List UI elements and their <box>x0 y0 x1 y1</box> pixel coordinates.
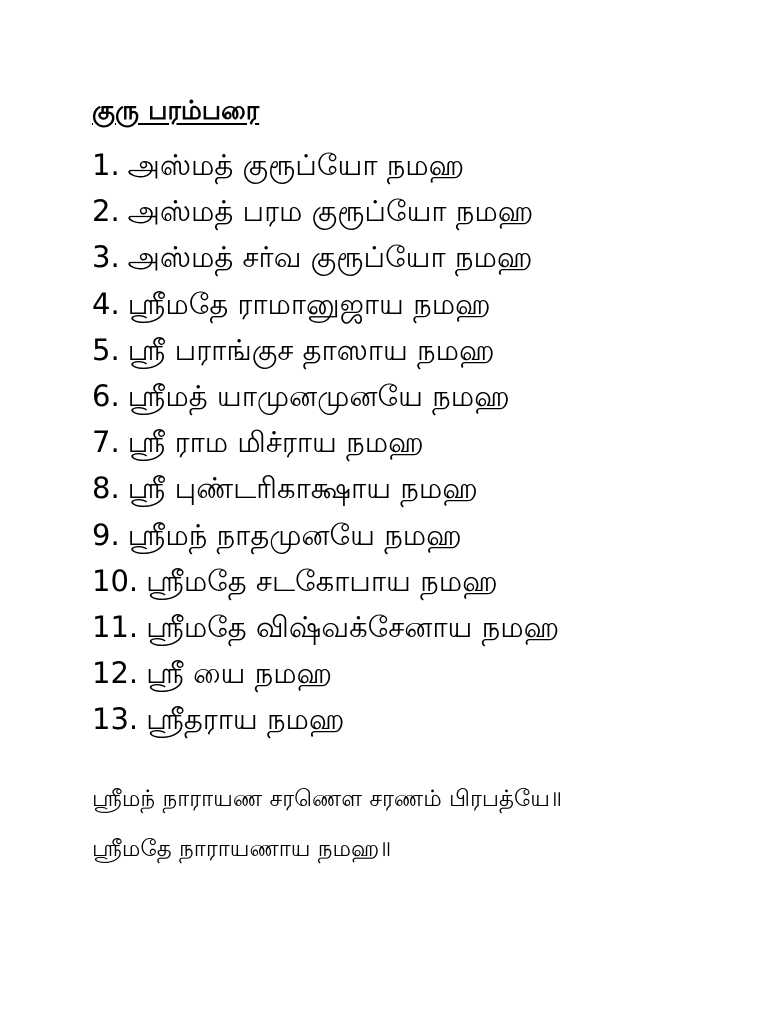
item-text: ஸ்ரீ ராம மிச்ராய நமஹ <box>127 425 424 460</box>
item-number: 2. <box>92 194 120 229</box>
item-number: 4. <box>92 286 120 321</box>
list-item <box>92 142 559 188</box>
item-text: ஸ்ரீமதே சடகோபாய நமஹ <box>146 563 498 598</box>
item-text: அஸ்மத் சர்வ குரூப்யோ நமஹ <box>127 240 533 275</box>
item-text: ஸ்ரீ புண்டரிகாக்ஷாய நமஹ <box>127 471 478 506</box>
item-number: 1. <box>92 148 120 182</box>
item-text: ஸ்ரீமதே விஷ்வக்சேனாய நமஹ <box>146 609 560 644</box>
item-number: 11. <box>92 609 139 644</box>
closing-line-namaha: ஸ்ரீமதே நாராயணாய நமஹ॥ <box>92 836 392 862</box>
item-text: ஸ்ரீதராய நமஹ <box>146 702 345 737</box>
item-text: ஸ்ரீமந் நாதமுனயே நமஹ <box>127 517 462 552</box>
list-item <box>92 512 559 558</box>
item-number: 6. <box>92 378 120 413</box>
guru-list <box>92 142 559 742</box>
item-number: 13. <box>92 702 139 737</box>
item-number: 7. <box>92 425 120 460</box>
list-item <box>92 465 559 511</box>
list-item <box>92 281 559 327</box>
item-text: அஸ்மத் குரூப்யோ நமஹ <box>127 148 465 182</box>
list-item <box>92 650 559 696</box>
list-item <box>92 604 559 650</box>
item-text: ஸ்ரீமதே ராமானுஜாய நமஹ <box>127 286 491 321</box>
item-number: 8. <box>92 471 120 506</box>
item-text: ஸ்ரீ பராங்குச தாஸாய நமஹ <box>127 332 495 367</box>
item-number: 10. <box>92 563 139 598</box>
list-item <box>92 558 559 604</box>
item-number: 9. <box>92 517 120 552</box>
list-item <box>92 419 559 465</box>
item-number: 5. <box>92 332 120 367</box>
list-item <box>92 373 559 419</box>
item-text: அஸ்மத் பரம குரூப்யோ நமஹ <box>127 194 534 229</box>
list-item <box>92 327 559 373</box>
list-item <box>92 234 559 280</box>
item-number: 12. <box>92 656 139 691</box>
item-number: 3. <box>92 240 120 275</box>
document-title: குரு பரம்பரை <box>92 96 260 126</box>
item-text: ஸ்ரீமத் யாமுனமுனயே நமஹ <box>127 378 510 413</box>
list-item <box>92 188 559 234</box>
item-text: ஸ்ரீ யை நமஹ <box>146 656 333 691</box>
closing-line-prapatti: ஸ்ரீமந் நாராயண சரணௌ சரணம் பிரபத்யே॥ <box>92 786 563 812</box>
list-item <box>92 696 559 742</box>
